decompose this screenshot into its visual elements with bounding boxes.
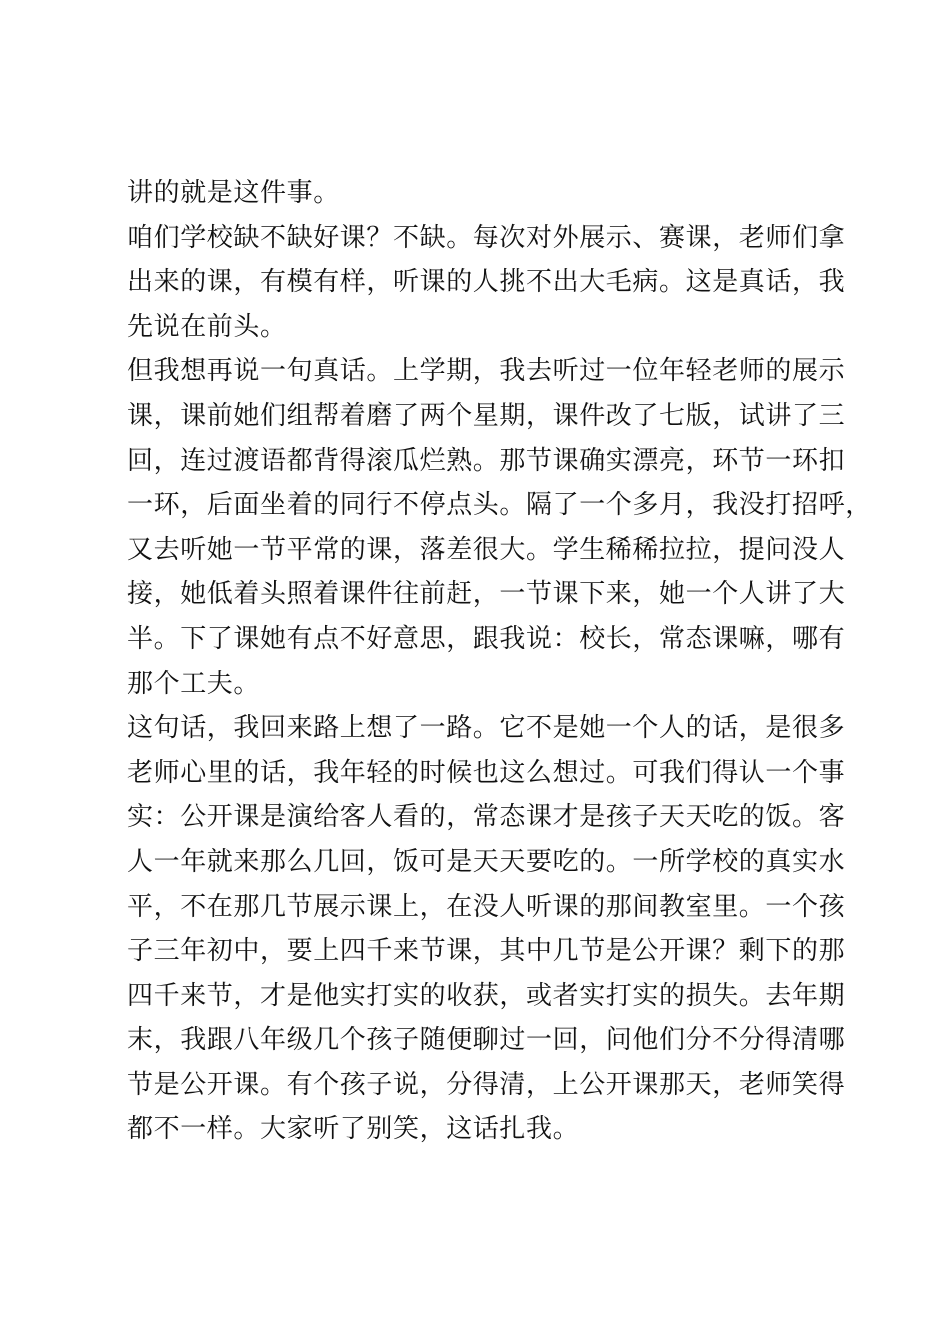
text-line: 半。下了课她有点不好意思，跟我说：校长，常态课嘛，哪有	[127, 623, 846, 654]
text-line: 接，她低着头照着课件往前赶，一节课下来，她一个人讲了大	[127, 579, 846, 610]
text-line: 节是公开课。有个孩子说，分得清，上公开课那天，老师笑得	[127, 1069, 846, 1100]
text-line: 子三年初中，要上四千来节课，其中几节是公开课？剩下的那	[127, 936, 846, 967]
text-line: 咱们学校缺不缺好课？不缺。每次对外展示、赛课，老师们拿	[127, 222, 846, 253]
text-line: 人一年就来那么几回，饭可是天天要吃的。一所学校的真实水	[127, 846, 846, 877]
text-line: 四千来节，才是他实打实的收获，或者实打实的损失。去年期	[127, 980, 846, 1011]
body-text	[127, 171, 872, 1152]
text-line: 那个工夫。	[127, 668, 261, 699]
text-line: 实：公开课是演给客人看的，常态课才是孩子天天吃的饭。客	[127, 802, 846, 833]
text-line: 末，我跟八年级几个孩子随便聊过一回，问他们分不分得清哪	[127, 1025, 846, 1056]
text-line: 课，课前她们组帮着磨了两个星期，课件改了七版，试讲了三	[127, 400, 846, 431]
text-line: 一环，后面坐着的同行不停点头。隔了一个多月，我没打招呼，	[127, 490, 872, 521]
text-line: 又去听她一节平常的课，落差很大。学生稀稀拉拉，提问没人	[127, 534, 846, 565]
text-line: 但我想再说一句真话。上学期，我去听过一位年轻老师的展示	[127, 356, 846, 387]
text-line: 回，连过渡语都背得滚瓜烂熟。那节课确实漂亮，环节一环扣	[127, 445, 846, 476]
text-line: 这句话，我回来路上想了一路。它不是她一个人的话，是很多	[127, 713, 846, 744]
text-line: 平，不在那几节展示课上，在没人听课的那间教室里。一个孩	[127, 891, 846, 922]
text-line: 都不一样。大家听了别笑，这话扎我。	[127, 1114, 580, 1145]
text-line: 出来的课，有模有样，听课的人挑不出大毛病。这是真话，我	[127, 267, 846, 298]
text-line: 先说在前头。	[127, 311, 287, 342]
text-line: 讲的就是这件事。	[127, 178, 340, 208]
text-line: 老师心里的话，我年轻的时候也这么想过。可我们得认一个事	[127, 757, 846, 788]
